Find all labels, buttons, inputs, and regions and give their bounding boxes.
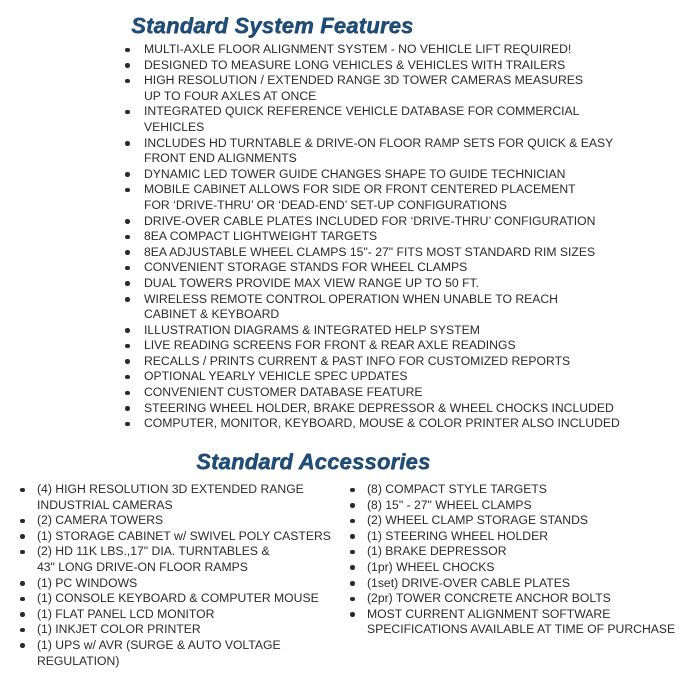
accessory-item: (1) PC WINDOWS (19, 576, 349, 592)
accessory-item: (1) UPS w/ AVR (SURGE & AUTO VOLTAGE REGULATION) (19, 638, 349, 669)
feature-item: WIRELESS REMOTE CONTROL OPERATION WHEN UNABLE TO REACH CABINET & KEYBOARD (124, 292, 684, 323)
accessories-list-right (349, 482, 697, 638)
feature-item: DYNAMIC LED TOWER GUIDE CHANGES SHAPE TO GUIDE TECHNICIAN (124, 167, 684, 183)
accessory-item: (4) HIGH RESOLUTION 3D EXTENDED RANGE INDUSTRIAL CAMERAS (19, 482, 349, 513)
feature-item: 8EA COMPACT LIGHTWEIGHT TARGETS (124, 229, 684, 245)
feature-item: DRIVE-OVER CABLE PLATES INCLUDED FOR ‘DRIVE-THRU’ CONFIGURATION (124, 214, 684, 230)
features-list (124, 42, 684, 432)
accessory-item: (2pr) TOWER CONCRETE ANCHOR BOLTS (349, 591, 697, 607)
feature-item: HIGH RESOLUTION / EXTENDED RANGE 3D TOWER CAMERAS MEASURES UP TO FOUR AXLES AT ONCE (124, 73, 684, 104)
feature-item: MOBILE CABINET ALLOWS FOR SIDE OR FRONT CENTERED PLACEMENT FOR ‘DRIVE-THRU’ OR ‘DEAD-END’ SET-UP CONFIGURATIONS (124, 182, 684, 213)
accessory-item: (1set) DRIVE-OVER CABLE PLATES (349, 576, 697, 592)
feature-item: STEERING WHEEL HOLDER, BRAKE DEPRESSOR & WHEEL CHOCKS INCLUDED (124, 401, 684, 417)
feature-item: 8EA ADJUSTABLE WHEEL CLAMPS 15"- 27" FITS MOST STANDARD RIM SIZES (124, 245, 684, 261)
accessory-item: (1) CONSOLE KEYBOARD & COMPUTER MOUSE (19, 591, 349, 607)
feature-item: DESIGNED TO MEASURE LONG VEHICLES & VEHICLES WITH TRAILERS (124, 58, 684, 74)
feature-item: ILLUSTRATION DIAGRAMS & INTEGRATED HELP SYSTEM (124, 323, 684, 339)
accessory-item: (1) FLAT PANEL LCD MONITOR (19, 607, 349, 623)
accessory-item: (2) HD 11K LBS.,17" DIA. TURNTABLES & 43" LONG DRIVE-ON FLOOR RAMPS (19, 544, 349, 575)
feature-item: CONVENIENT CUSTOMER DATABASE FEATURE (124, 385, 684, 401)
accessory-item: (1) INKJET COLOR PRINTER (19, 622, 349, 638)
accessory-item: (8) 15" - 27" WHEEL CLAMPS (349, 498, 697, 514)
accessory-item: (2) WHEEL CLAMP STORAGE STANDS (349, 513, 697, 529)
feature-item: LIVE READING SCREENS FOR FRONT & REAR AXLE READINGS (124, 338, 684, 354)
feature-item: INTEGRATED QUICK REFERENCE VEHICLE DATABASE FOR COMMERCIAL VEHICLES (124, 104, 684, 135)
accessory-item: (8) COMPACT STYLE TARGETS (349, 482, 697, 498)
accessory-item: (2) CAMERA TOWERS (19, 513, 349, 529)
feature-item: CONVENIENT STORAGE STANDS FOR WHEEL CLAMPS (124, 260, 684, 276)
accessory-item: (1) BRAKE DEPRESSOR (349, 544, 697, 560)
feature-item: COMPUTER, MONITOR, KEYBOARD, MOUSE & COLOR PRINTER ALSO INCLUDED (124, 416, 684, 432)
feature-item: OPTIONAL YEARLY VEHICLE SPEC UPDATES (124, 369, 684, 385)
feature-item: MULTI-AXLE FLOOR ALIGNMENT SYSTEM - NO VEHICLE LIFT REQUIRED! (124, 42, 684, 58)
accessories-list-left (19, 482, 349, 669)
feature-item: DUAL TOWERS PROVIDE MAX VIEW RANGE UP TO 50 FT. (124, 276, 684, 292)
accessory-item: (1) STEERING WHEEL HOLDER (349, 529, 697, 545)
accessory-item: (1) STORAGE CABINET w/ SWIVEL POLY CASTERS (19, 529, 349, 545)
accessories-heading: Standard Accessories (196, 449, 431, 474)
accessory-item: MOST CURRENT ALIGNMENT SOFTWARE SPECIFICATIONS AVAILABLE AT TIME OF PURCHASE (349, 607, 697, 638)
feature-item: INCLUDES HD TURNTABLE & DRIVE-ON FLOOR RAMP SETS FOR QUICK & EASY FRONT END ALIGNMENTS (124, 136, 684, 167)
accessory-item: (1pr) WHEEL CHOCKS (349, 560, 697, 576)
feature-item: RECALLS / PRINTS CURRENT & PAST INFO FOR CUSTOMIZED REPORTS (124, 354, 684, 370)
features-heading: Standard System Features (131, 13, 414, 38)
